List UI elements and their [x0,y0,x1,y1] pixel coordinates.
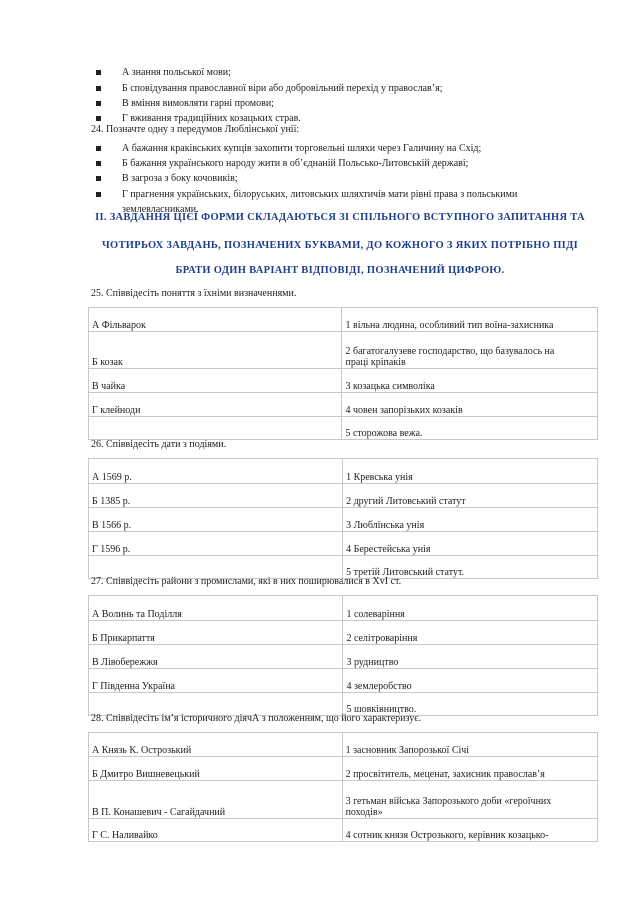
q28-left-c: В П. Конашевич - Сагайдачний [89,781,343,819]
table-row [89,308,598,332]
q27-table [88,595,598,716]
q27-right-4: 4 землеробство [343,669,598,693]
q28-right-4: 4 сотник князя Острозького, керівник козацько- [342,819,597,842]
q25-right-1: 1 вільна людина, особливий тип воїна-захисника [342,308,598,332]
q28-table [88,732,598,842]
table-row [89,417,598,440]
table-row [89,757,598,781]
bullet-icon [96,86,101,91]
bullet-icon [96,161,101,166]
section-heading-line-2: ЧОТИРЬОХ ЗАВДАНЬ, ПОЗНАЧЕНИХ БУКВАМИ, ДО КОЖНОГО З ЯКИХ ПОТРІБНО ПІДІ [102,240,578,251]
q27-left-b: Б Прикарпаття [89,621,343,645]
section-heading-line-1: ІІ. ЗАВДАННЯ ЦІЄЇ ФОРМИ СКЛАДАЮТЬСЯ ЗІ СПІЛЬНОГО ВСТУПНОГО ЗАПИТАННЯ ТА [95,212,585,223]
q25-right-3: 3 козацька символіка [342,369,598,393]
table-row [89,459,598,484]
q27-right-1: 1 солеваріння [343,596,598,621]
q25-right-4: 4 човен запорізьких козаків [342,393,598,417]
table-row [89,393,598,417]
q25-left-empty [89,417,342,440]
q28-right-3: 3 гетьман війська Запорозького доби «героїчних походів» [342,781,597,819]
table-row [89,819,598,842]
q25-table [88,307,598,440]
table-row [89,733,598,757]
table-row [89,645,598,669]
q28-left-b: Б Дмитро Вишневецький [89,757,343,781]
bullet-icon [96,176,101,181]
q25-left-b: Б козак [89,332,342,369]
q25-left-d: Г клейноди [89,393,342,417]
q25-right-5: 5 сторожова вежа. [342,417,598,440]
q27-right-2: 2 селітроваріння [343,621,598,645]
q27-right-5: 5 шовківництво. [343,693,598,716]
q28-right-1: 1 засновник Запорозької Січі [342,733,597,757]
q28-left-a: А Князь К. Острозький [89,733,343,757]
table-row [89,669,598,693]
q26-right-1: 1 Кревська унія [343,459,598,484]
q26-left-c: В 1566 р. [89,508,343,532]
bullet-icon [96,146,101,151]
q26-right-3: 3 Люблінська унія [343,508,598,532]
q28-prompt: 28. Співвідесіть ім’я історичного діячА з положенням, що його характеризує. [91,713,422,724]
table-row [89,621,598,645]
bullet-icon [96,101,101,106]
q24-prompt: 24. Позначте одну з передумов Люблінської унії: [91,124,300,135]
q27-left-a: А Волинь та Поділля [89,596,343,621]
table-row [89,781,598,819]
table-row [89,532,598,556]
q25-left-a: А Фільварок [89,308,342,332]
table-row [89,484,598,508]
bullet-icon [96,116,101,121]
table-row [89,332,598,369]
table-row [89,596,598,621]
q25-prompt: 25. Співвідесіть поняття з їхніми визначеннями. [91,288,297,299]
q28-left-d: Г С. Наливайко [89,819,343,842]
section-heading-line-3: БРАТИ ОДИН ВАРІАНТ ВІДПОВІДІ, ПОЗНАЧЕНИЙ ЦИФРОЮ. [175,265,505,276]
q27-right-3: 3 рудництво [343,645,598,669]
q26-prompt: 26. Співвідесіть дати з подіями. [91,439,227,450]
bullet-icon [96,192,101,197]
q26-left-d: Г 1596 р. [89,532,343,556]
q26-left-b: Б 1385 р. [89,484,343,508]
q27-left-c: В Лівобережжя [89,645,343,669]
q26-right-5: 5 третій Литовський статут. [343,556,598,579]
q26-left-a: А 1569 р. [89,459,343,484]
bullet-icon [96,70,101,75]
q28-right-2: 2 просвітитель, меценат, захисник православ’я [342,757,597,781]
q27-prompt: 27. Співвідесіть райони з промислами, які в них поширювалися в XvI ст. [91,576,402,587]
q26-right-2: 2 другий Литовський статут [343,484,598,508]
q26-right-4: 4 Берестейська унія [343,532,598,556]
q25-left-c: В чайка [89,369,342,393]
document-page: А знання польської мови; Б сповідування православної віри або добровільний перехід у православ’я; В вміння вимовляти гарні промови; Г вживання традиційних козацьких страв. 24. Позначте одну з передумов Люблінської унії: А бажання краківських купців захопити торговельні шляхи через Галичину на Схід; Б бажання українського народу жити в об’єднаній Польсько-Литовській державі; В загроза з боку кочовиків; Г прагнення українських, білоруських, литовських шляхтичів мати рівні права з польськими землевласниками. ІІ. ЗАВДАННЯ ЦІЄЇ ФОРМИ СКЛАДАЮТЬСЯ ЗІ СПІЛЬНОГО ВСТУПНОГО ЗАПИТАННЯ ТА ЧОТИРЬОХ ЗАВДАНЬ, ПОЗНАЧЕНИХ БУКВАМИ, ДО КОЖНОГО З ЯКИХ ПОТРІБНО ПІДІ БРАТИ ОДИН ВАРІАНТ ВІДПОВІДІ, ПОЗНАЧЕНИЙ ЦИФРОЮ. 25. Співвідесіть поняття з їхніми визначеннями. А Фільварок 1 вільна людина, особливий тип воїна-захисника Б козак 2 багатогалузеве господарство, що базувалось на праці кріпаків В чайка 3 козацька символіка Г клейноди 4 човен запорізьких козаків 5 сторожова вежа. 26. Співвідесіть дати з подіями. А 1569 р. 1 Кревська унія Б 1385 р. 2 другий Литовський статут В 1566 р. 3 Люблінська унія Г 1596 р. 4 Берестейська унія 5 третій Литовський статут. 27. Співвідесіть райони з промислами, які в них поширювалися в XvI ст. А Волинь та Поділля 1 солеваріння Б Прикарпаття 2 селітроваріння В Лівобережжя 3 рудництво Г Південна Україна 4 землеробство 5 шовківництво. 28. Співвідесіть ім’я історичного діячА з положенням, що його характеризує. А Князь К. Острозький 1 засновник Запорозької Січі Б Дмитро Вишневецький 2 просвітитель, меценат, захисник православ’я В П. Конашевич - Сагайдачний 3 гетьман війська Запорозького доби «героїчних походів» Г С. Наливайко 4 сотник князя Острозького, керівник козацько- [0,0,638,903]
table-row [89,508,598,532]
q27-left-d: Г Південна Україна [89,669,343,693]
q26-table [88,458,598,579]
table-row [89,369,598,393]
q25-right-2: 2 багатогалузеве господарство, що базувалось на праці кріпаків [342,332,598,369]
